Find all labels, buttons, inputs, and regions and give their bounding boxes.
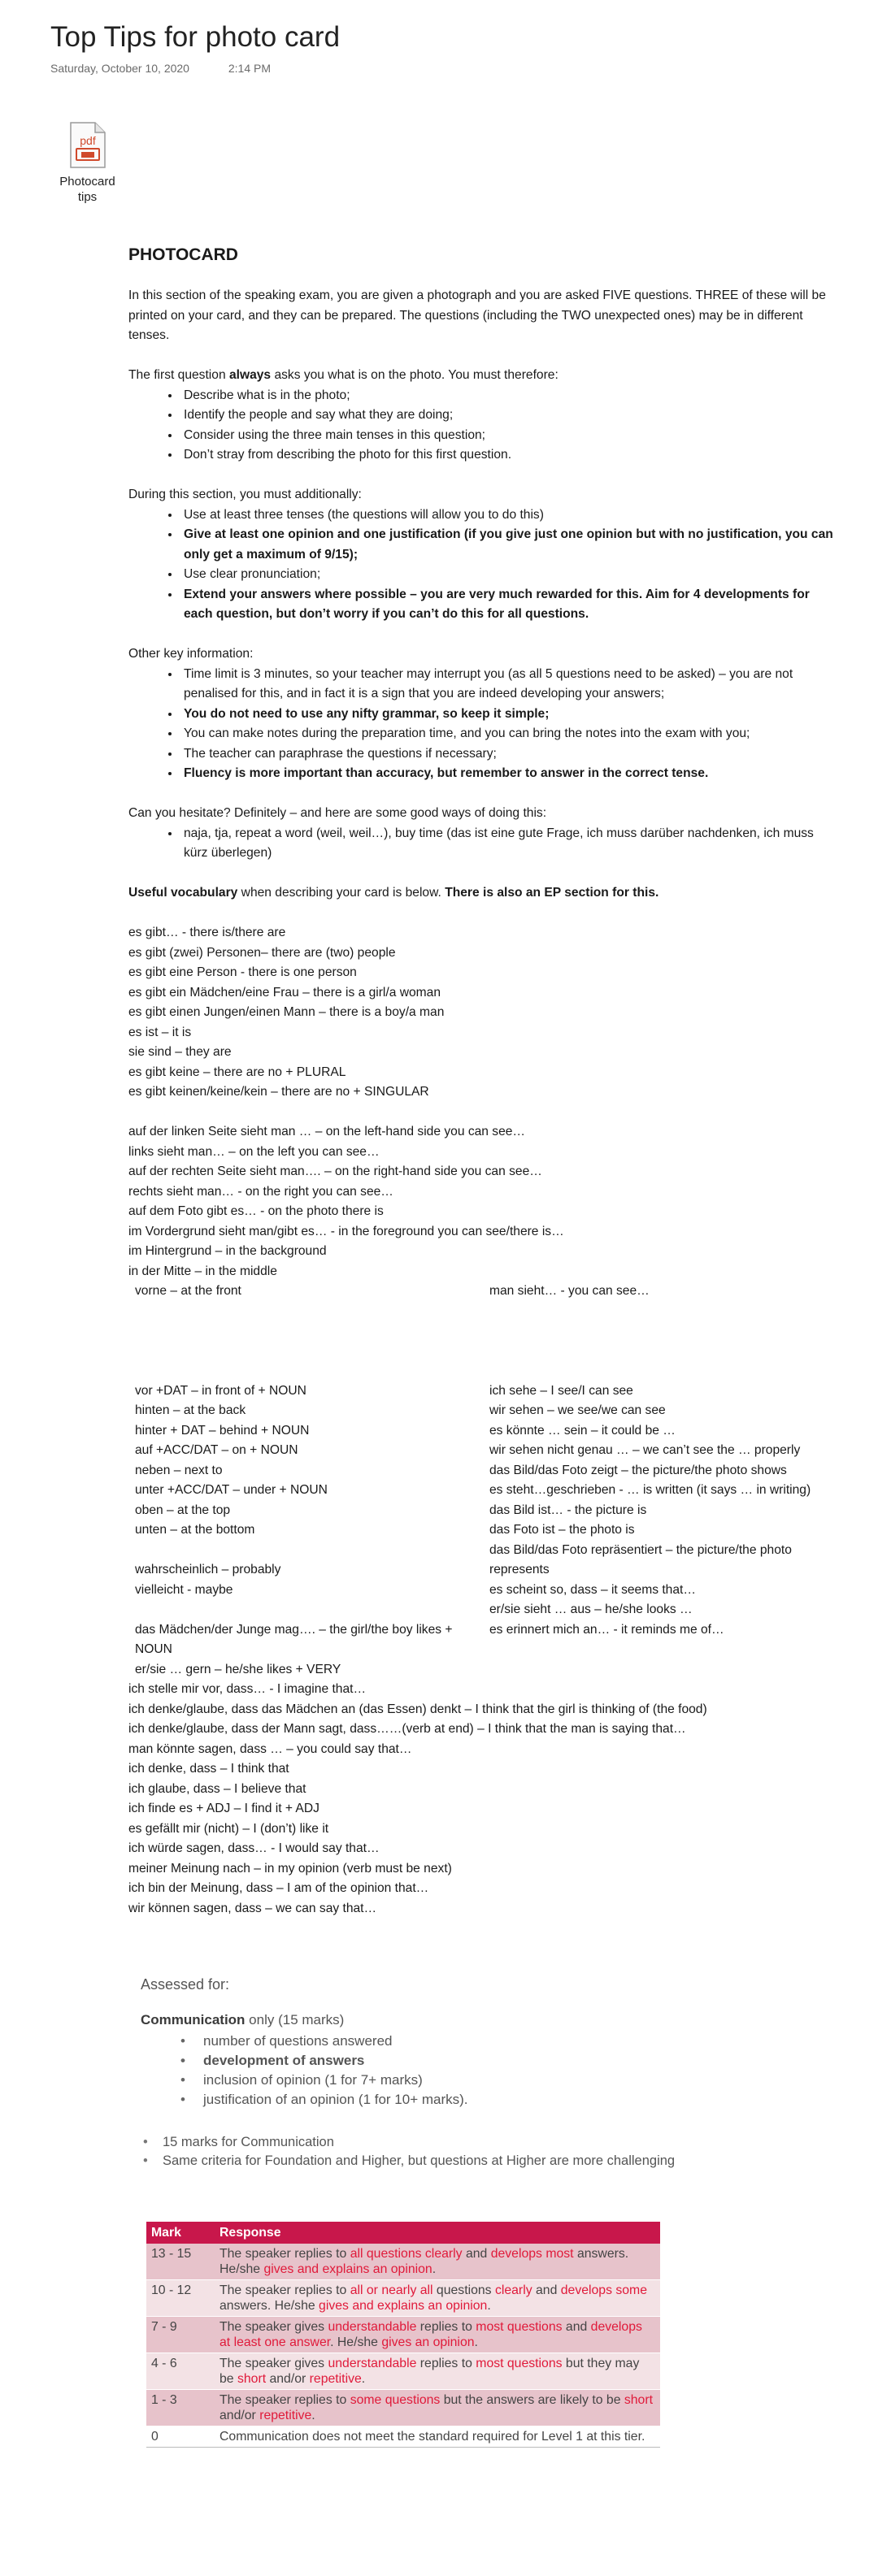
- attachment-label-line2: tips: [77, 190, 98, 204]
- hesitate-list: [128, 824, 836, 864]
- response-text: answers. He/she: [220, 2299, 319, 2313]
- page-time: 2:14 PM: [228, 62, 271, 75]
- pdf-attachment[interactable]: [49, 122, 126, 205]
- list-item: • Use clear pronunciation;: [180, 565, 836, 585]
- vocab-line: vor +DAT – in front of + NOUN: [135, 1383, 306, 1398]
- vocab-line: es erinnert mich an… - it reminds me of…: [489, 1622, 724, 1637]
- vocab-line: hinten – at the back: [135, 1403, 246, 1417]
- response-cell: [215, 2317, 660, 2353]
- other-info-list: [128, 665, 836, 784]
- assessed-list: [138, 2032, 707, 2110]
- intro-paragraph: In this section of the speaking exam, you are given a photograph and you are asked FIVE questions. THREE of these will be printed on your card, and they can be prepared. The questions (including the TWO unexpected ones) may be in different tenses.: [128, 288, 826, 342]
- header-response: Response: [215, 2222, 660, 2244]
- highlight-text: all or nearly all: [350, 2283, 433, 2297]
- highlight-text: understandable: [328, 2320, 417, 2334]
- vocab-two-columns: [128, 1281, 836, 1680]
- response-text: Communication does not meet the standard required for Level 1 at this tier.: [220, 2430, 645, 2444]
- list-item: • development of answers: [203, 2051, 707, 2071]
- vocab-line: vielleicht - maybe: [135, 1582, 233, 1597]
- vocab-line: ich bin der Meinung, dass – I am of the opinion that…: [128, 1881, 429, 1895]
- vocab-line: es gibt ein Mädchen/eine Frau – there is a girl/a woman: [128, 985, 441, 1000]
- response-text: .: [311, 2409, 315, 2422]
- list-item: • Give at least one opinion and one justification (if you give just one opinion but with no justification, you can only get a maximum of 9/15);: [180, 525, 836, 565]
- vocab-line: unter +ACC/DAT – under + NOUN: [135, 1483, 328, 1497]
- vocab-line: oben – at the top: [135, 1503, 231, 1517]
- vocab-line: es gibt eine Person - there is one person: [128, 965, 357, 979]
- highlight-text: some questions: [350, 2393, 441, 2407]
- vocab-line: auf dem Foto gibt es… - on the photo there is: [128, 1204, 384, 1218]
- highlight-text: gives an opinion: [381, 2335, 475, 2349]
- response-text: .: [432, 2262, 437, 2276]
- table-row: [146, 2426, 660, 2448]
- response-text: .: [361, 2372, 366, 2386]
- response-text: .: [474, 2335, 478, 2349]
- response-text: replies to: [416, 2320, 476, 2334]
- first-question-paragraph: The first question always asks you what is on the photo. You must therefore:: [128, 368, 559, 382]
- vocab-line: das Bild ist… - the picture is: [489, 1503, 647, 1517]
- response-text: and/or: [266, 2372, 310, 2386]
- vocab-line: man könnte sagen, dass … – you could say that…: [128, 1741, 412, 1756]
- vocab-line: es gibt einen Jungen/einen Mann – there is a boy/a man: [128, 1005, 445, 1019]
- vocab-opinions: [128, 1680, 836, 1919]
- list-item: • Use at least three tenses (the questions will allow you to do this): [180, 505, 836, 526]
- list-item: • Same criteria for Foundation and Higher, but questions at Higher are more challenging: [163, 2152, 709, 2170]
- vocab-line: das Bild/das Foto repräsentiert – the picture/the photo represents: [489, 1542, 792, 1576]
- table-row: [146, 2390, 660, 2426]
- vocab-line: wir sehen nicht genau … – we can’t see the … properly: [489, 1443, 801, 1457]
- vocab-line: es gibt keinen/keine/kein – there are no + SINGULAR: [128, 1085, 429, 1099]
- vocab-line: wir können sagen, dass – we can say that…: [128, 1901, 377, 1915]
- vocab-line: ich denke/glaube, dass das Mädchen an (das Essen) denkt – I think that the girl is thinking of (the food): [128, 1702, 707, 1716]
- response-text: The speaker replies to: [220, 2247, 350, 2261]
- pdf-file-icon: [69, 122, 106, 169]
- response-cell: [215, 2280, 660, 2317]
- list-item: • You do not need to use any nifty grammar, so keep it simple;: [180, 705, 836, 725]
- vocab-line: meiner Meinung nach – in my opinion (verb must be next): [128, 1861, 452, 1876]
- response-text: questions: [432, 2283, 495, 2297]
- highlight-text: develops most: [490, 2247, 574, 2261]
- list-item: • Identify the people and say what they are doing;: [180, 405, 836, 426]
- vocab-line: ich sehe – I see/I can see: [489, 1383, 633, 1398]
- vocab-line: ich stelle mir vor, dass… - I imagine that…: [128, 1682, 367, 1696]
- highlight-text: develops some: [560, 2283, 648, 2297]
- vocab-line: ich denke, dass – I think that: [128, 1762, 289, 1776]
- vocab-line: neben – next to: [135, 1463, 223, 1477]
- vocab-line: sie sind – they are: [128, 1045, 232, 1059]
- vocab-line: er/sie sieht … aus – he/she looks …: [489, 1602, 693, 1616]
- mark-cell: 1 - 3: [146, 2390, 215, 2426]
- highlight-text: most questions: [476, 2320, 563, 2334]
- list-item: • number of questions answered: [203, 2032, 707, 2051]
- response-text: but they may be: [220, 2357, 640, 2386]
- during-list: [128, 505, 836, 625]
- highlight-text: repetitive: [309, 2372, 362, 2386]
- list-item: • Time limit is 3 minutes, so your teacher may interrupt you (as all 5 questions need to be asked) – you are not penalised for this, and in fact it is a sign that you are indeed developing your answers;: [180, 665, 836, 705]
- mark-cell: 13 - 15: [146, 2244, 215, 2280]
- mark-cell: 7 - 9: [146, 2317, 215, 2353]
- during-intro: During this section, you must additionally:: [128, 488, 362, 501]
- vocab-line: es gibt (zwei) Personen– there are (two) people: [128, 945, 396, 960]
- vocab-line: wahrscheinlich – probably: [135, 1563, 281, 1576]
- highlight-text: short: [624, 2393, 653, 2407]
- vocab-column-right: [489, 1281, 836, 1640]
- page-meta: [50, 62, 271, 75]
- response-text: replies to: [416, 2357, 476, 2370]
- list-item: • Fluency is more important than accuracy, but remember to answer in the correct tense.: [180, 764, 836, 784]
- mark-cell: 0: [146, 2426, 215, 2448]
- list-item: • naja, tja, repeat a word (weil, weil…), buy time (das ist eine gute Frage, ich muss darüber nachdenken, ich muss kürz überlegen): [180, 824, 836, 864]
- highlight-text: repetitive: [259, 2409, 312, 2422]
- highlight-text: most questions: [476, 2357, 563, 2370]
- list-item: • The teacher can paraphrase the questions if necessary;: [180, 744, 836, 765]
- assessed-for-section: [138, 1975, 707, 2110]
- response-cell: [215, 2426, 660, 2448]
- vocab-line: das Mädchen/der Junge mag…. – the girl/the boy likes + NOUN: [135, 1622, 453, 1656]
- vocab-line: es könnte … sein – it could be …: [489, 1423, 676, 1438]
- highlight-text: clearly: [424, 2247, 463, 2261]
- vocab-line: auf der linken Seite sieht man … – on the left-hand side you can see…: [128, 1125, 526, 1138]
- list-item: • Extend your answers where possible – you are very much rewarded for this. Aim for 4 developments for each question, but don’t worry if you can’t do this for all questions.: [180, 585, 836, 625]
- vocab-line: links sieht man… – on the left you can see…: [128, 1144, 380, 1159]
- response-text: and: [562, 2320, 591, 2334]
- response-cell: [215, 2353, 660, 2390]
- highlight-text: develops at least one answer: [220, 2320, 642, 2349]
- vocab-line: ich finde es + ADJ – I find it + ADJ: [128, 1802, 319, 1815]
- highlight-text: understandable: [328, 2357, 417, 2370]
- mark-cell: 4 - 6: [146, 2353, 215, 2390]
- vocab-line: vorne – at the front: [135, 1284, 241, 1298]
- mark-cell: 10 - 12: [146, 2280, 215, 2317]
- table-row: [146, 2353, 660, 2390]
- communication-line: Communication only (15 marks): [141, 2012, 345, 2027]
- response-text: The speaker gives: [220, 2357, 328, 2370]
- vocab-positions: [128, 1122, 836, 1281]
- vocab-line: es steht…geschrieben - … is written (it says … in writing): [489, 1483, 811, 1497]
- mark-scheme-table: [146, 2222, 660, 2448]
- highlight-text: gives and explains an opinion: [319, 2299, 488, 2313]
- list-item: • inclusion of opinion (1 for 7+ marks): [203, 2071, 707, 2090]
- table-row: [146, 2280, 660, 2317]
- assessed-label: Assessed for:: [141, 1976, 230, 1993]
- table-row: [146, 2317, 660, 2353]
- list-item: • You can make notes during the preparation time, and you can bring the notes into the exam with you;: [180, 724, 836, 744]
- vocab-line: auf +ACC/DAT – on + NOUN: [135, 1443, 298, 1457]
- attachment-caption: [49, 174, 126, 205]
- response-text: The speaker gives: [220, 2320, 328, 2334]
- header-mark: Mark: [146, 2222, 215, 2244]
- page-date: Saturday, October 10, 2020: [50, 62, 189, 75]
- vocab-line: es scheint so, dass – it seems that…: [489, 1582, 696, 1597]
- photocard-document: [128, 244, 836, 1919]
- vocab-line: es gibt keine – there are no + PLURAL: [128, 1065, 346, 1079]
- vocab-column-left: [135, 1281, 476, 1680]
- vocab-line: das Foto ist – the photo is: [489, 1523, 635, 1537]
- vocab-intro: Useful vocabulary when describing your card is below. There is also an EP section for this.: [128, 886, 659, 900]
- vocab-line: im Vordergrund sieht man/gibt es… - in the foreground you can see/there is…: [128, 1224, 564, 1238]
- response-text: .: [487, 2299, 491, 2313]
- highlight-text: gives and explains an opinion: [263, 2262, 432, 2276]
- response-cell: [215, 2244, 660, 2280]
- hesitate-paragraph: Can you hesitate? Definitely – and here are some good ways of doing this:: [128, 806, 547, 820]
- table-row: [146, 2244, 660, 2280]
- attachment-label-line1: Photocard: [59, 175, 115, 189]
- marks-notes: [140, 2133, 709, 2171]
- other-intro: Other key information:: [128, 647, 254, 661]
- vocab-line: es ist – it is: [128, 1025, 192, 1039]
- vocab-line: ich denke/glaube, dass der Mann sagt, dass……(verb at end) – I think that the man is saying that…: [128, 1722, 686, 1736]
- response-text: and: [462, 2247, 491, 2261]
- vocab-line: unten – at the bottom: [135, 1523, 255, 1537]
- vocab-line: im Hintergrund – in the background: [128, 1244, 327, 1258]
- list-item: • justification of an opinion (1 for 10+ marks).: [203, 2090, 707, 2110]
- highlight-text: all questions: [350, 2247, 422, 2261]
- response-cell: [215, 2390, 660, 2426]
- vocab-line: in der Mitte – in the middle: [128, 1264, 277, 1278]
- vocab-line: es gibt… - there is/there are: [128, 926, 286, 939]
- list-item: • Consider using the three main tenses in this question;: [180, 426, 836, 446]
- table-header-row: [146, 2222, 660, 2244]
- vocab-line: ich würde sagen, dass… - I would say that…: [128, 1841, 380, 1855]
- response-text: The speaker replies to: [220, 2393, 350, 2407]
- page-title: Top Tips for photo card: [50, 21, 341, 53]
- response-text: . He/she: [330, 2335, 382, 2349]
- vocab-basics: [128, 923, 836, 1103]
- response-text: and: [532, 2283, 561, 2297]
- vocab-line: er/sie … gern – he/she likes + VERY: [135, 1662, 341, 1676]
- doc-heading: PHOTOCARD: [128, 245, 238, 264]
- list-item: • 15 marks for Communication: [163, 2133, 709, 2151]
- vocab-line: man sieht… - you can see…: [489, 1284, 650, 1298]
- first-question-list: [128, 386, 836, 466]
- response-text: The speaker replies to: [220, 2283, 350, 2297]
- vocab-line: auf der rechten Seite sieht man…. – on the right-hand side you can see…: [128, 1164, 542, 1178]
- highlight-text: clearly: [494, 2283, 532, 2297]
- vocab-line: hinter + DAT – behind + NOUN: [135, 1423, 310, 1438]
- vocab-line: das Bild/das Foto zeigt – the picture/the photo shows: [489, 1463, 787, 1477]
- response-text: and/or: [220, 2409, 260, 2422]
- vocab-line: wir sehen – we see/we can see: [489, 1403, 666, 1417]
- highlight-text: short: [237, 2372, 267, 2386]
- pdf-icon-text: pdf: [79, 134, 96, 147]
- response-text: but the answers are likely to be: [440, 2393, 624, 2407]
- response-text: answers. He/she: [220, 2247, 629, 2276]
- list-item: • Don’t stray from describing the photo for this first question.: [180, 445, 836, 466]
- vocab-line: es gefällt mir (nicht) – I (don’t) like it: [128, 1821, 329, 1836]
- vocab-line: rechts sieht man… - on the right you can see…: [128, 1184, 393, 1199]
- vocab-line: ich glaube, dass – I believe that: [128, 1781, 306, 1796]
- list-item: • Describe what is in the photo;: [180, 386, 836, 406]
